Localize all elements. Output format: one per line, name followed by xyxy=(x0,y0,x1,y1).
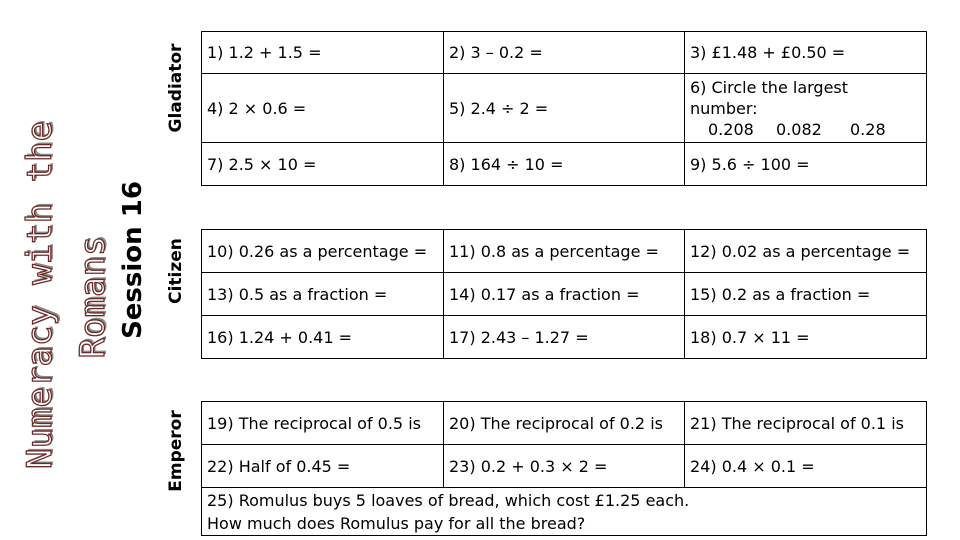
question-cell-10: 10) 0.26 as a percentage = xyxy=(202,230,444,273)
question-cell-8: 8) 164 ÷ 10 = xyxy=(444,143,685,186)
question-6-text-line-1: 6) Circle the largest xyxy=(690,77,849,97)
emperor-question-grid xyxy=(201,401,927,536)
question-cell-9: 9) 5.6 ÷ 100 = xyxy=(685,143,927,186)
question-cell-15: 15) 0.2 as a fraction = xyxy=(685,273,927,316)
level-label-emperor: Emperor xyxy=(166,410,186,492)
option-0-28[interactable]: 0.28 xyxy=(850,119,886,139)
question-cell-24: 24) 0.4 × 0.1 = xyxy=(685,445,927,488)
question-cell-17: 17) 2.43 – 1.27 = xyxy=(444,316,685,359)
question-cell-12: 12) 0.02 as a percentage = xyxy=(685,230,927,273)
level-label-gladiator: Gladiator xyxy=(166,43,186,133)
question-25-line-2: How much does Romulus pay for all the bread? xyxy=(207,514,586,533)
question-6-text-line-2: number: xyxy=(690,98,758,118)
question-cell-2: 2) 3 – 0.2 = xyxy=(444,32,685,74)
option-0-082[interactable]: 0.082 xyxy=(776,119,822,139)
question-cell-6 xyxy=(685,74,927,143)
question-cell-20: 20) The reciprocal of 0.2 is xyxy=(444,402,685,445)
question-25-line-1: 25) Romulus buys 5 loaves of bread, which cost £1.25 each. xyxy=(207,491,690,510)
question-cell-3: 3) £1.48 + £0.50 = xyxy=(685,32,927,74)
question-cell-18: 18) 0.7 × 11 = xyxy=(685,316,927,359)
question-cell-25 xyxy=(202,488,927,536)
question-cell-11: 11) 0.8 as a percentage = xyxy=(444,230,685,273)
question-cell-13: 13) 0.5 as a fraction = xyxy=(202,273,444,316)
question-cell-22: 22) Half of 0.45 = xyxy=(202,445,444,488)
question-cell-7: 7) 2.5 × 10 = xyxy=(202,143,444,186)
question-6-options xyxy=(690,119,926,140)
question-cell-1: 1) 1.2 + 1.5 = xyxy=(202,32,444,74)
question-cell-21: 21) The reciprocal of 0.1 is xyxy=(685,402,927,445)
question-cell-5: 5) 2.4 ÷ 2 = xyxy=(444,74,685,143)
question-cell-23: 23) 0.2 + 0.3 × 2 = xyxy=(444,445,685,488)
question-cell-4: 4) 2 × 0.6 = xyxy=(202,74,444,143)
question-cell-19: 19) The reciprocal of 0.5 is xyxy=(202,402,444,445)
option-0-208[interactable]: 0.208 xyxy=(708,119,754,139)
question-cell-14: 14) 0.17 as a fraction = xyxy=(444,273,685,316)
title-line-2: Romans xyxy=(73,235,113,359)
citizen-question-grid xyxy=(201,229,927,359)
session-label: Session 16 xyxy=(118,181,148,339)
title-line-1: Numeracy with the xyxy=(20,121,60,469)
level-label-citizen: Citizen xyxy=(166,238,186,304)
question-cell-16: 16) 1.24 + 0.41 = xyxy=(202,316,444,359)
gladiator-question-grid xyxy=(201,31,927,186)
